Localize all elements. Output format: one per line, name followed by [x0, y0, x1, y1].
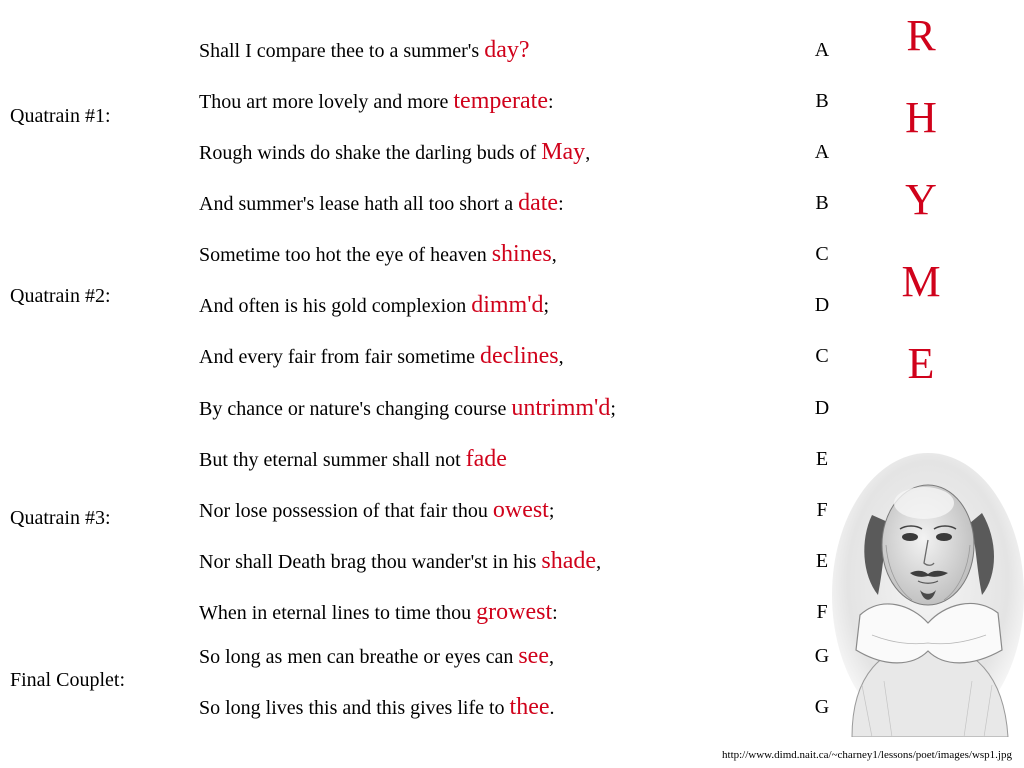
- line-punct: ,: [551, 244, 557, 266]
- stanza-label-quatrain-3: Quatrain #3:: [10, 507, 111, 529]
- rhyme-scheme-letter: A: [814, 141, 830, 163]
- line-text: By chance or nature's changing course: [199, 398, 512, 420]
- rhyme-heading-letter: E: [907, 339, 935, 388]
- poem-line: [199, 137, 590, 168]
- rhyme-heading-letter: M: [901, 257, 941, 306]
- rhyme-word: untrimm'd: [511, 395, 611, 421]
- rhyme-scheme-letter: E: [815, 550, 829, 572]
- line-punct: ,: [558, 346, 564, 368]
- line-text: But thy eternal summer shall not: [199, 449, 466, 471]
- line-punct: ,: [585, 142, 591, 164]
- poem-line: [199, 495, 554, 526]
- rhyme-word: dimm'd: [471, 292, 544, 318]
- image-source-url[interactable]: http://www.dimd.nait.ca/~charney1/lessons/poet/images/wsp1.jpg: [722, 749, 1012, 761]
- rhyme-scheme-letter: F: [816, 601, 828, 623]
- rhyme-scheme-letter: E: [815, 448, 829, 470]
- line-punct: ,: [548, 646, 554, 668]
- poem-line: [199, 290, 549, 321]
- line-punct: :: [552, 602, 558, 624]
- line-text: So long as men can breathe or eyes can: [199, 646, 519, 668]
- line-text: Thou art more lovely and more: [199, 91, 454, 113]
- rhyme-scheme-letter: D: [814, 397, 830, 419]
- rhyme-word: thee: [509, 694, 550, 720]
- shakespeare-portrait: [832, 445, 1024, 737]
- rhyme-word: growest: [476, 599, 553, 625]
- rhyme-word: see: [518, 643, 549, 669]
- rhyme-scheme-letter: G: [814, 696, 830, 718]
- poem-line: [199, 239, 557, 270]
- rhyme-word: temperate: [453, 88, 548, 114]
- line-punct: ;: [610, 398, 616, 420]
- line-text: And summer's lease hath all too short a: [199, 193, 519, 215]
- rhyme-scheme-letter: B: [815, 90, 829, 112]
- line-text: So long lives this and this gives life to: [199, 697, 510, 719]
- line-punct: :: [558, 193, 564, 215]
- rhyme-word: shade: [541, 548, 597, 574]
- rhyme-word: May: [541, 139, 586, 165]
- line-text: Rough winds do shake the darling buds of: [199, 142, 542, 164]
- rhyme-word: shines: [491, 241, 552, 267]
- line-punct: :: [547, 91, 554, 113]
- poem-line: [199, 692, 555, 723]
- rhyme-word: date: [518, 190, 559, 216]
- line-text: Sometime too hot the eye of heaven: [199, 244, 492, 266]
- rhyme-heading-letter: H: [905, 93, 937, 142]
- rhyme-word: fade: [465, 446, 507, 472]
- poem-line: [199, 86, 554, 117]
- poem-line: [199, 188, 564, 219]
- line-punct: ;: [548, 500, 555, 522]
- line-punct: ,: [596, 551, 602, 573]
- line-text: Nor shall Death brag thou wander'st in his: [199, 551, 542, 573]
- stanza-label-quatrain-2: Quatrain #2:: [10, 285, 111, 307]
- line-text: Shall I compare thee to a summer's: [199, 40, 485, 62]
- rhyme-scheme-letter: G: [814, 645, 830, 667]
- rhyme-scheme-letter: C: [815, 243, 829, 265]
- rhyme-scheme-letter: B: [815, 192, 829, 214]
- rhyme-heading-letter: R: [906, 11, 936, 60]
- poem-line: [199, 641, 554, 672]
- line-text: Nor lose possession of that fair thou: [199, 500, 493, 522]
- rhyme-scheme-letter: C: [815, 345, 829, 367]
- poem-line: [199, 444, 507, 475]
- stanza-label-quatrain-1: Quatrain #1:: [10, 105, 111, 127]
- poem-line: [199, 597, 558, 628]
- rhyme-word: owest: [492, 497, 549, 523]
- rhyme-scheme-letter: A: [814, 39, 830, 61]
- poem-line: [199, 35, 530, 66]
- stanza-label-final-couplet: Final Couplet:: [10, 669, 125, 691]
- line-punct: ;: [543, 295, 550, 317]
- line-text: When in eternal lines to time thou: [199, 602, 477, 624]
- rhyme-heading-letter: Y: [905, 175, 937, 224]
- line-punct: .: [549, 697, 555, 719]
- line-text: And every fair from fair sometime: [199, 346, 481, 368]
- poem-line: [199, 341, 564, 372]
- poem-line: [199, 546, 601, 577]
- rhyme-scheme-letter: F: [816, 499, 828, 521]
- rhyme-word: day?: [484, 37, 530, 63]
- rhyme-word: declines: [480, 343, 559, 369]
- line-text: And often is his gold complexion: [199, 295, 472, 317]
- rhyme-scheme-letter: D: [814, 294, 830, 316]
- poem-line: [199, 393, 616, 424]
